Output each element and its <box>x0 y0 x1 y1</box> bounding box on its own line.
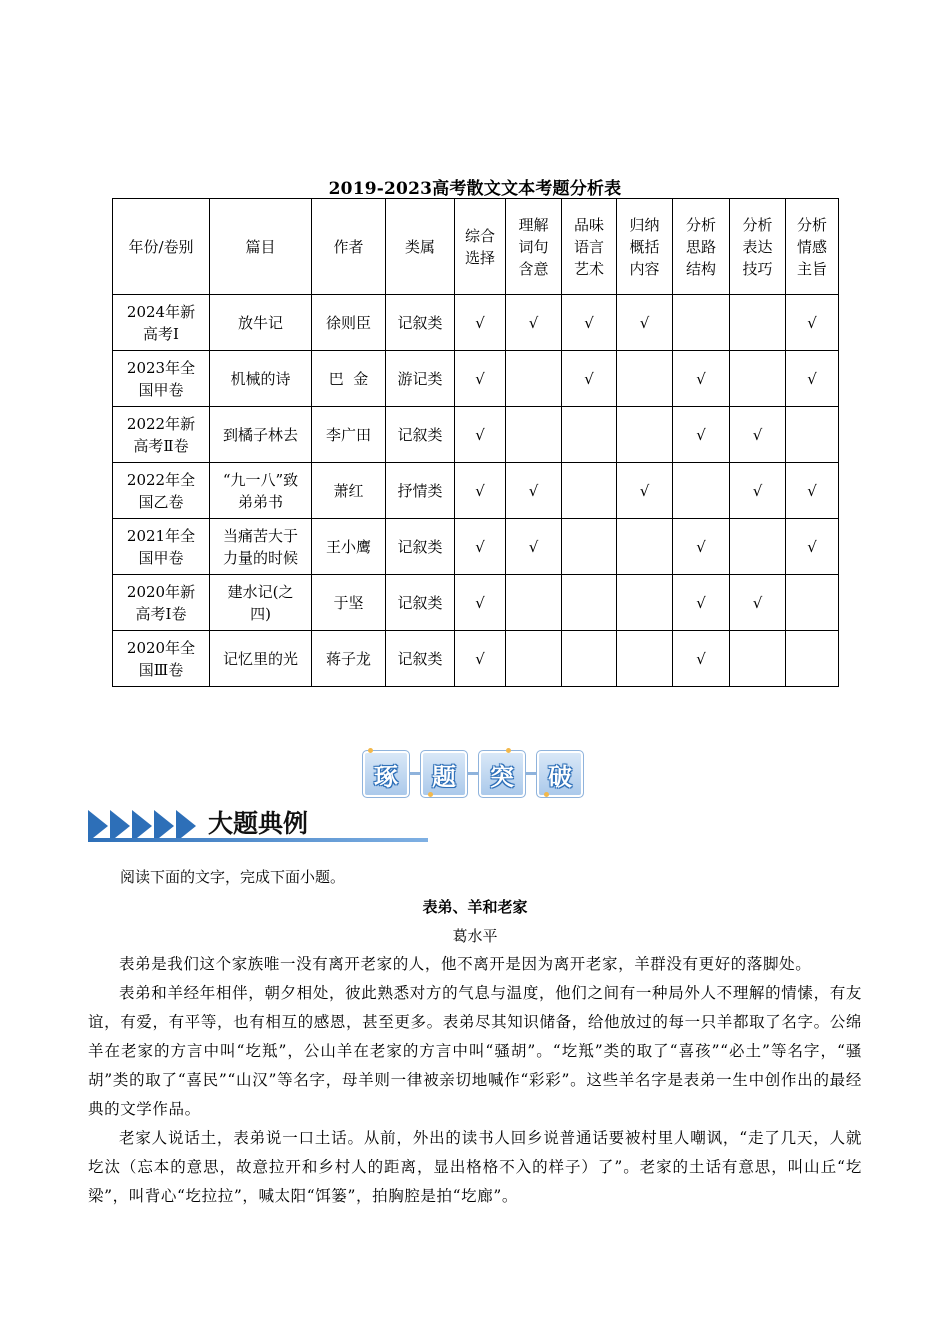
header-summarize: 归纳概括内容 <box>617 199 673 295</box>
cell-mark: √ <box>455 575 506 631</box>
paragraph: 老家人说话土，表弟说一口土话。从前，外出的读书人回乡说普通话要被村里人嘲讽，“走了几天，人就圪汰（忘本的意思，故意拉开和乡村人的距离，显出格格不入的样子）了”。老家的土话有意思，叫山丘“圪梁”，叫背心“圪拉拉”，喊太阳“饵篓”，拍胸腔是拍“圪廊”。 <box>88 1129 862 1205</box>
header-title: 篇目 <box>210 199 312 295</box>
cell-year: 2020年新高考Ⅰ卷 <box>113 575 210 631</box>
zhuoti-tupo-banner <box>360 748 590 798</box>
header-emotion: 分析情感主旨 <box>786 199 839 295</box>
sparkle-icon <box>544 792 549 797</box>
header-genre: 类属 <box>386 199 455 295</box>
cell-mark <box>617 631 673 687</box>
cell-mark <box>673 463 730 519</box>
cell-mark: √ <box>506 295 562 351</box>
cell-mark <box>506 407 562 463</box>
cell-mark: √ <box>730 463 786 519</box>
cell-mark: √ <box>673 407 730 463</box>
cell-title: 机械的诗 <box>210 351 312 407</box>
cell-mark <box>506 351 562 407</box>
table-row <box>113 295 839 351</box>
cell-author: 巴 金 <box>312 351 386 407</box>
sparkle-icon <box>506 748 511 753</box>
cell-mark: √ <box>455 295 506 351</box>
cell-mark <box>617 519 673 575</box>
cell-mark: √ <box>673 519 730 575</box>
cell-mark: √ <box>786 295 839 351</box>
cell-genre: 抒情类 <box>386 463 455 519</box>
cell-mark: √ <box>506 463 562 519</box>
cell-mark <box>786 407 839 463</box>
sparkle-icon <box>368 748 373 753</box>
cell-mark: √ <box>562 295 617 351</box>
cell-author: 王小鹰 <box>312 519 386 575</box>
table-title: 2019-2023高考散文文本考题分析表 <box>328 179 622 199</box>
banner-tile: 破 <box>536 750 584 798</box>
cell-mark: √ <box>786 463 839 519</box>
cell-mark: √ <box>673 631 730 687</box>
cell-mark <box>730 351 786 407</box>
cell-mark <box>730 631 786 687</box>
paragraph: 表弟是我们这个家族唯一没有离开老家的人，他不离开是因为离开老家，羊群没有更好的落脚处。 <box>119 955 812 973</box>
cell-genre: 游记类 <box>386 351 455 407</box>
cell-genre: 记叙类 <box>386 295 455 351</box>
cell-mark: √ <box>455 351 506 407</box>
banner-tile: 突 <box>478 750 526 798</box>
cell-author: 于坚 <box>312 575 386 631</box>
table-row <box>113 463 839 519</box>
cell-mark: √ <box>455 463 506 519</box>
cell-mark <box>730 295 786 351</box>
cell-year: 2024年新高考Ⅰ <box>113 295 210 351</box>
header-language-art: 品味语言艺术 <box>562 199 617 295</box>
cell-mark <box>786 631 839 687</box>
cell-mark <box>562 519 617 575</box>
cell-year: 2023年全国甲卷 <box>113 351 210 407</box>
cell-mark <box>730 519 786 575</box>
cell-mark: √ <box>455 631 506 687</box>
cell-genre: 记叙类 <box>386 575 455 631</box>
cell-mark: √ <box>562 351 617 407</box>
cell-mark <box>506 631 562 687</box>
cell-year: 2022年全国乙卷 <box>113 463 210 519</box>
header-year: 年份/卷别 <box>113 199 210 295</box>
cell-mark <box>617 575 673 631</box>
cell-title: “九一八”致弟弟书 <box>210 463 312 519</box>
section-underline <box>88 838 428 842</box>
cell-mark <box>617 351 673 407</box>
cell-author: 萧红 <box>312 463 386 519</box>
table-row <box>113 519 839 575</box>
cell-mark: √ <box>786 519 839 575</box>
reading-instruction: 阅读下面的文字，完成下面小题。 <box>120 868 346 886</box>
sparkle-icon <box>428 792 433 797</box>
banner-tile: 琢 <box>362 750 410 798</box>
cell-mark: √ <box>455 519 506 575</box>
header-technique: 分析表达技巧 <box>730 199 786 295</box>
cell-title: 到橘子林去 <box>210 407 312 463</box>
cell-mark: √ <box>730 407 786 463</box>
cell-mark <box>617 407 673 463</box>
cell-mark: √ <box>673 351 730 407</box>
section-heading-label: 大题典例 <box>208 809 309 838</box>
cell-title: 建水记(之四) <box>210 575 312 631</box>
cell-mark <box>506 575 562 631</box>
header-author: 作者 <box>312 199 386 295</box>
cell-mark: √ <box>730 575 786 631</box>
banner-tile: 题 <box>420 750 468 798</box>
cell-genre: 记叙类 <box>386 631 455 687</box>
cell-author: 蒋子龙 <box>312 631 386 687</box>
table-row <box>113 575 839 631</box>
cell-mark <box>562 463 617 519</box>
header-comprehensive: 综合选择 <box>455 199 506 295</box>
cell-year: 2021年全国甲卷 <box>113 519 210 575</box>
section-heading <box>88 806 348 846</box>
cell-title: 当痛苦大于力量的时候 <box>210 519 312 575</box>
article-body <box>88 950 862 1211</box>
cell-author: 李广田 <box>312 407 386 463</box>
header-word-meaning: 理解词句含意 <box>506 199 562 295</box>
cell-author: 徐则臣 <box>312 295 386 351</box>
cell-mark: √ <box>506 519 562 575</box>
cell-mark: √ <box>673 575 730 631</box>
cell-mark <box>562 407 617 463</box>
table-row <box>113 631 839 687</box>
paragraph: 表弟和羊经年相伴，朝夕相处，彼此熟悉对方的气息与温度，他们之间有一种局外人不理解的情愫，有友谊，有爱，有平等，也有相互的感恩，甚至更多。表弟尽其知识储备，给他放过的每一只羊都取了名字。公绵羊在老家的方言中叫“圪羝”，公山羊在老家的方言中叫“骚胡”。“圪羝”类的取了“喜孩”“必土”等名字，“骚胡”类的取了“喜民”“山汉”等名字，母羊则一律被亲切地喊作“彩彩”。这些羊名字是表弟一生中创作出的最经典的文学作品。 <box>88 984 862 1118</box>
table-row <box>113 407 839 463</box>
cell-mark <box>673 295 730 351</box>
cell-mark <box>562 575 617 631</box>
cell-mark <box>786 575 839 631</box>
article-title: 表弟、羊和老家 <box>422 898 528 916</box>
cell-title: 放牛记 <box>210 295 312 351</box>
cell-mark: √ <box>786 351 839 407</box>
cell-title: 记忆里的光 <box>210 631 312 687</box>
table-header-row <box>113 199 839 295</box>
cell-year: 2020年全国Ⅲ卷 <box>113 631 210 687</box>
cell-mark: √ <box>455 407 506 463</box>
cell-genre: 记叙类 <box>386 407 455 463</box>
header-structure: 分析思路结构 <box>673 199 730 295</box>
exam-analysis-table <box>112 198 839 687</box>
table-row <box>113 351 839 407</box>
cell-year: 2022年新高考Ⅱ卷 <box>113 407 210 463</box>
cell-genre: 记叙类 <box>386 519 455 575</box>
cell-mark: √ <box>617 295 673 351</box>
cell-mark: √ <box>617 463 673 519</box>
cell-mark <box>562 631 617 687</box>
article-author: 葛水平 <box>452 927 498 945</box>
